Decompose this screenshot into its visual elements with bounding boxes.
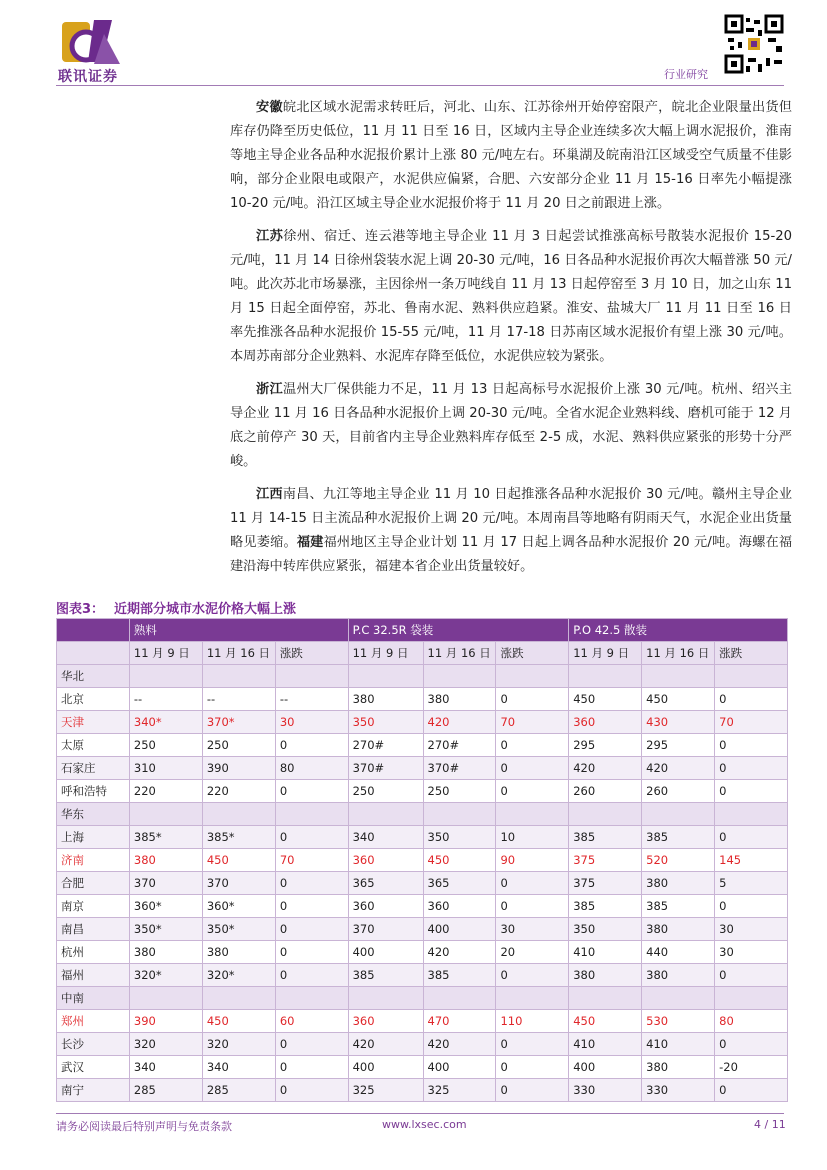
price-cell: 385 xyxy=(642,826,715,849)
footer-website[interactable]: www.lxsec.com xyxy=(382,1118,467,1131)
price-cell: 350 xyxy=(348,711,423,734)
empty-cell xyxy=(496,803,569,826)
price-cell: 430 xyxy=(642,711,715,734)
paragraph-zhejiang xyxy=(230,378,792,474)
price-cell: 380 xyxy=(423,688,496,711)
price-cell: 250 xyxy=(202,734,275,757)
para-text: 皖北区域水泥需求转旺后，河北、山东、江苏徐州开始停窑限产，皖北企业限量出货但库存仍降至历史低位，11 月 11 日至 16 日，区域内主导企业连续多次大幅上调水泥报价，淮南等地主导企业各品种水泥报价累计上涨 80 元/吨左右。环巢湖及皖南沿江区域受空气质量不佳影响，部分企业限电或限产，水泥供应偏紧，合肥、六安部分企业 11 月 15-16 日率先小幅提涨 10-20 元/吨。沿江区域主导企业水泥报价将于 11 月 20 日之前跟进上涨。 xyxy=(230,100,792,211)
price-cell: 0 xyxy=(496,964,569,987)
price-cell: -- xyxy=(202,688,275,711)
figure-title xyxy=(56,598,306,617)
price-cell: 400 xyxy=(423,918,496,941)
region-row xyxy=(57,665,788,688)
price-cell: 30 xyxy=(496,918,569,941)
header-cell xyxy=(57,619,130,642)
price-cell: 0 xyxy=(715,780,788,803)
price-cell: 0 xyxy=(496,872,569,895)
price-cell: 0 xyxy=(715,895,788,918)
price-cell: 30 xyxy=(715,918,788,941)
price-cell: 90 xyxy=(496,849,569,872)
price-cell: 0 xyxy=(715,1079,788,1102)
price-cell: 110 xyxy=(496,1010,569,1033)
subheader-cell: 涨跌 xyxy=(275,642,348,665)
empty-cell xyxy=(569,987,642,1010)
para-text: 温州大厂保供能力不足，11 月 13 日起高标号水泥报价上涨 30 元/吨。杭州、绍兴主导企业 11 月 16 日各品种水泥报价上调 20-30 元/吨。全省水泥企业熟料线、磨机可能于 12 月底之前停产 30 天，目前省内主导企业熟料库存低至 2-5 成，水泥、熟料供应紧张的形势十分严峻。 xyxy=(230,382,792,469)
price-cell: 70 xyxy=(715,711,788,734)
price-cell: 385* xyxy=(202,826,275,849)
table-row xyxy=(57,734,788,757)
price-cell: 365 xyxy=(423,872,496,895)
city-cell: 福州 xyxy=(57,964,130,987)
price-cell: 350 xyxy=(423,826,496,849)
price-cell: 410 xyxy=(569,1033,642,1056)
footer-disclaimer: 请务必阅读最后特别声明与免责条款 xyxy=(56,1120,232,1133)
price-cell: 420 xyxy=(642,757,715,780)
price-cell: 380 xyxy=(129,941,202,964)
subheader-cell: 11 月 16 日 xyxy=(642,642,715,665)
subheader-cell: 涨跌 xyxy=(496,642,569,665)
price-cell: 20 xyxy=(496,941,569,964)
city-cell: 济南 xyxy=(57,849,130,872)
price-cell: 220 xyxy=(129,780,202,803)
price-cell: 220 xyxy=(202,780,275,803)
empty-cell xyxy=(569,803,642,826)
price-cell: 380 xyxy=(202,941,275,964)
para-lead: 安徽 xyxy=(256,100,283,115)
price-cell: 340* xyxy=(129,711,202,734)
article-body xyxy=(230,96,792,588)
price-cell: 370# xyxy=(423,757,496,780)
empty-cell xyxy=(642,665,715,688)
price-cell: 420 xyxy=(348,1033,423,1056)
price-cell: 0 xyxy=(496,757,569,780)
para-lead: 福建 xyxy=(296,535,324,550)
price-cell: 350* xyxy=(202,918,275,941)
city-cell: 合肥 xyxy=(57,872,130,895)
empty-cell xyxy=(423,987,496,1010)
price-cell: 310 xyxy=(129,757,202,780)
price-cell: 325 xyxy=(423,1079,496,1102)
price-cell: 385 xyxy=(642,895,715,918)
city-cell: 南宁 xyxy=(57,1079,130,1102)
price-cell: 260 xyxy=(642,780,715,803)
price-cell: 0 xyxy=(715,826,788,849)
region-row xyxy=(57,803,788,826)
price-cell: 0 xyxy=(715,734,788,757)
city-cell: 北京 xyxy=(57,688,130,711)
city-cell: 长沙 xyxy=(57,1033,130,1056)
price-cell: 375 xyxy=(569,872,642,895)
price-cell: 250 xyxy=(129,734,202,757)
price-cell: 440 xyxy=(642,941,715,964)
price-cell: 380 xyxy=(642,1056,715,1079)
paragraph-jiangxi xyxy=(230,483,792,579)
price-cell: 390 xyxy=(202,757,275,780)
price-cell: 250 xyxy=(423,780,496,803)
price-cell: 10 xyxy=(496,826,569,849)
price-cell: 325 xyxy=(348,1079,423,1102)
empty-cell xyxy=(129,665,202,688)
empty-cell xyxy=(348,987,423,1010)
page-header xyxy=(0,0,827,90)
table-row xyxy=(57,895,788,918)
empty-cell xyxy=(348,665,423,688)
price-cell: 365 xyxy=(348,872,423,895)
price-cell: 0 xyxy=(496,688,569,711)
table-row xyxy=(57,711,788,734)
price-cell: 0 xyxy=(275,734,348,757)
price-cell: 385 xyxy=(423,964,496,987)
price-cell: 410 xyxy=(569,941,642,964)
table-row xyxy=(57,1010,788,1033)
empty-cell xyxy=(275,987,348,1010)
price-cell: 320* xyxy=(202,964,275,987)
price-cell: 0 xyxy=(715,1033,788,1056)
empty-cell xyxy=(275,665,348,688)
price-cell: 80 xyxy=(715,1010,788,1033)
empty-cell xyxy=(569,665,642,688)
city-cell: 太原 xyxy=(57,734,130,757)
price-cell: 0 xyxy=(496,895,569,918)
price-cell: 360 xyxy=(348,849,423,872)
section-tag: 行业研究 xyxy=(664,68,708,81)
price-cell: 340 xyxy=(129,1056,202,1079)
table-row xyxy=(57,780,788,803)
header-cell xyxy=(57,642,130,665)
empty-cell xyxy=(129,987,202,1010)
price-cell: 0 xyxy=(275,1033,348,1056)
table-subheader xyxy=(57,642,788,665)
price-cell: 385 xyxy=(569,826,642,849)
price-cell: 320* xyxy=(129,964,202,987)
price-cell: 270# xyxy=(423,734,496,757)
price-cell: 380 xyxy=(569,964,642,987)
para-text: 福州地区主导企业计划 11 月 17 日起上调各品种水泥报价 20 元/吨。海螺在福建沿海中转库供应紧张，福建本省企业出货量较好。 xyxy=(230,535,793,574)
city-cell: 杭州 xyxy=(57,941,130,964)
price-cell: 0 xyxy=(275,1056,348,1079)
group-header-po425: P.O 42.5 散装 xyxy=(569,619,788,642)
price-cell: 70 xyxy=(496,711,569,734)
price-cell: 450 xyxy=(423,849,496,872)
price-cell: 450 xyxy=(569,688,642,711)
price-cell: 380 xyxy=(642,918,715,941)
city-cell: 上海 xyxy=(57,826,130,849)
price-cell: 400 xyxy=(348,1056,423,1079)
price-cell: 470 xyxy=(423,1010,496,1033)
price-cell: 0 xyxy=(715,688,788,711)
table-row xyxy=(57,941,788,964)
price-cell: 0 xyxy=(715,964,788,987)
price-cell: 370 xyxy=(202,872,275,895)
price-cell: 0 xyxy=(275,964,348,987)
price-cell: 5 xyxy=(715,872,788,895)
city-cell: 天津 xyxy=(57,711,130,734)
price-cell: 0 xyxy=(275,941,348,964)
price-cell: 390 xyxy=(129,1010,202,1033)
empty-cell xyxy=(496,665,569,688)
price-cell: 0 xyxy=(496,734,569,757)
price-cell: 360* xyxy=(129,895,202,918)
price-cell: 330 xyxy=(642,1079,715,1102)
price-cell: 360* xyxy=(202,895,275,918)
table-group-header xyxy=(57,619,788,642)
subheader-cell: 11 月 9 日 xyxy=(129,642,202,665)
header-divider xyxy=(56,85,784,86)
price-cell: -- xyxy=(275,688,348,711)
group-header-clinker: 熟料 xyxy=(129,619,348,642)
price-cell: 30 xyxy=(715,941,788,964)
price-cell: 400 xyxy=(423,1056,496,1079)
price-cell: 420 xyxy=(569,757,642,780)
empty-cell xyxy=(348,803,423,826)
price-cell: 0 xyxy=(275,918,348,941)
price-cell: 295 xyxy=(569,734,642,757)
price-cell: 145 xyxy=(715,849,788,872)
price-cell: 60 xyxy=(275,1010,348,1033)
table-row xyxy=(57,1033,788,1056)
para-text: 徐州、宿迁、连云港等地主导企业 11 月 3 日起尝试推涨高标号散装水泥报价 15-20 元/吨，11 月 14 日徐州袋装水泥上调 20-30 元/吨，16 日各品种水泥报价再次大幅普涨 50 元/吨。此次苏北市场暴涨，主因徐州一条万吨线自 11 月 13 日起停窑至 3 月 10 日，加之山东 11 月 15 日起全面停窑，苏北、鲁南水泥、熟料供应趋紧。淮安、盐城大厂 11 月 11 日至 16 日率先推涨各品种水泥报价 15-55 元/吨，11 月 17-18 日苏南区域水泥报价有望上涨 30 元/吨。本周苏南部分企业熟料、水泥库存降至低位，水泥供应较为紧张。 xyxy=(230,229,793,364)
price-cell: 385* xyxy=(129,826,202,849)
price-table xyxy=(56,618,788,1102)
price-cell: 530 xyxy=(642,1010,715,1033)
price-cell: 0 xyxy=(715,757,788,780)
table-row xyxy=(57,757,788,780)
paragraph-anhui xyxy=(230,96,792,216)
price-cell: 70 xyxy=(275,849,348,872)
price-cell: -20 xyxy=(715,1056,788,1079)
footer-page-number: 4 / 11 xyxy=(754,1118,786,1131)
qr-code-icon xyxy=(724,14,784,74)
price-cell: 450 xyxy=(202,1010,275,1033)
price-cell: 450 xyxy=(569,1010,642,1033)
price-cell: 400 xyxy=(569,1056,642,1079)
empty-cell xyxy=(715,987,788,1010)
price-cell: 520 xyxy=(642,849,715,872)
price-cell: 80 xyxy=(275,757,348,780)
group-header-pc325: P.C 32.5R 袋装 xyxy=(348,619,569,642)
price-cell: 385 xyxy=(348,964,423,987)
city-cell: 南京 xyxy=(57,895,130,918)
price-cell: 0 xyxy=(496,1079,569,1102)
price-cell: 400 xyxy=(348,941,423,964)
price-cell: 0 xyxy=(275,826,348,849)
price-cell: 370 xyxy=(348,918,423,941)
price-cell: 380 xyxy=(129,849,202,872)
subheader-cell: 11 月 9 日 xyxy=(569,642,642,665)
figure-label: 图表3： xyxy=(56,602,105,617)
city-cell: 郑州 xyxy=(57,1010,130,1033)
footer-divider xyxy=(56,1113,784,1114)
empty-cell xyxy=(715,665,788,688)
price-cell: 385 xyxy=(569,895,642,918)
price-cell: -- xyxy=(129,688,202,711)
price-cell: 420 xyxy=(423,941,496,964)
price-cell: 320 xyxy=(202,1033,275,1056)
price-cell: 340 xyxy=(202,1056,275,1079)
para-lead: 江苏 xyxy=(256,229,284,244)
empty-cell xyxy=(202,803,275,826)
paragraph-jiangsu xyxy=(230,225,792,369)
empty-cell xyxy=(642,987,715,1010)
price-cell: 370* xyxy=(202,711,275,734)
price-cell: 250 xyxy=(348,780,423,803)
price-cell: 270# xyxy=(348,734,423,757)
price-cell: 0 xyxy=(275,1079,348,1102)
empty-cell xyxy=(275,803,348,826)
price-cell: 380 xyxy=(642,872,715,895)
price-cell: 0 xyxy=(275,895,348,918)
table-row xyxy=(57,826,788,849)
subheader-cell: 涨跌 xyxy=(715,642,788,665)
empty-cell xyxy=(129,803,202,826)
region-row xyxy=(57,987,788,1010)
price-cell: 30 xyxy=(275,711,348,734)
empty-cell xyxy=(202,987,275,1010)
table-row xyxy=(57,918,788,941)
subheader-cell: 11 月 16 日 xyxy=(202,642,275,665)
region-label: 华北 xyxy=(57,665,130,688)
price-cell: 370# xyxy=(348,757,423,780)
price-cell: 380 xyxy=(348,688,423,711)
table-row xyxy=(57,849,788,872)
price-cell: 410 xyxy=(642,1033,715,1056)
region-label: 中南 xyxy=(57,987,130,1010)
price-cell: 350* xyxy=(129,918,202,941)
subheader-cell: 11 月 9 日 xyxy=(348,642,423,665)
price-cell: 285 xyxy=(202,1079,275,1102)
empty-cell xyxy=(642,803,715,826)
price-cell: 360 xyxy=(569,711,642,734)
city-cell: 呼和浩特 xyxy=(57,780,130,803)
logo-text: 联讯证券 xyxy=(58,69,118,85)
city-cell: 南昌 xyxy=(57,918,130,941)
price-cell: 450 xyxy=(202,849,275,872)
table-row xyxy=(57,1056,788,1079)
price-cell: 340 xyxy=(348,826,423,849)
figure-caption: 近期部分城市水泥价格大幅上涨 xyxy=(114,602,297,617)
price-cell: 0 xyxy=(275,872,348,895)
table-row xyxy=(57,1079,788,1102)
price-cell: 380 xyxy=(642,964,715,987)
price-cell: 295 xyxy=(642,734,715,757)
para-lead: 江西 xyxy=(256,487,283,502)
price-cell: 360 xyxy=(348,1010,423,1033)
price-cell: 320 xyxy=(129,1033,202,1056)
empty-cell xyxy=(423,665,496,688)
price-cell: 285 xyxy=(129,1079,202,1102)
price-cell: 0 xyxy=(275,780,348,803)
price-cell: 0 xyxy=(496,780,569,803)
empty-cell xyxy=(496,987,569,1010)
price-cell: 0 xyxy=(496,1056,569,1079)
price-cell: 375 xyxy=(569,849,642,872)
price-cell: 360 xyxy=(423,895,496,918)
price-cell: 420 xyxy=(423,711,496,734)
table-row xyxy=(57,872,788,895)
price-cell: 330 xyxy=(569,1079,642,1102)
price-cell: 360 xyxy=(348,895,423,918)
empty-cell xyxy=(202,665,275,688)
price-cell: 370 xyxy=(129,872,202,895)
para-lead: 浙江 xyxy=(256,382,283,397)
para-text: 南昌、九江等地主导企业 11 月 10 日起推涨各品种水泥报价 30 元/吨。赣州主导企业 11 月 14-15 日主流品种水泥报价上调 20 元/吨。本周南昌等地略有阴雨天气，水泥企业出货量略见萎缩。 xyxy=(230,487,793,550)
price-cell: 0 xyxy=(496,1033,569,1056)
subheader-cell: 11 月 16 日 xyxy=(423,642,496,665)
city-cell: 石家庄 xyxy=(57,757,130,780)
price-cell: 450 xyxy=(642,688,715,711)
price-cell: 420 xyxy=(423,1033,496,1056)
table-row xyxy=(57,688,788,711)
table-row xyxy=(57,964,788,987)
empty-cell xyxy=(423,803,496,826)
region-label: 华东 xyxy=(57,803,130,826)
price-cell: 350 xyxy=(569,918,642,941)
empty-cell xyxy=(715,803,788,826)
city-cell: 武汉 xyxy=(57,1056,130,1079)
price-cell: 260 xyxy=(569,780,642,803)
